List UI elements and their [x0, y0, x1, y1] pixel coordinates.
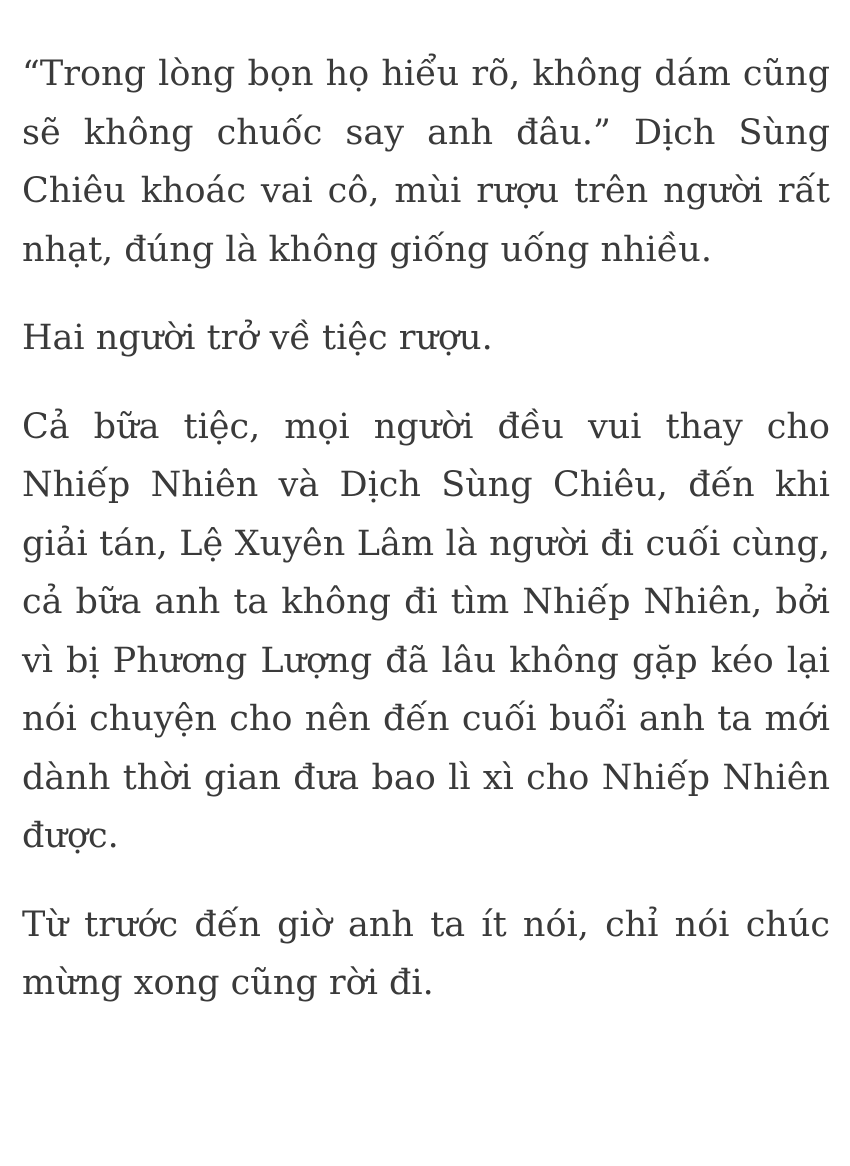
paragraph-2: Hai người trở về tiệc rượu.: [22, 318, 493, 358]
paragraph-3: Cả bữa tiệc, mọi người đều vui thay cho Nhiếp Nhiên và Dịch Sùng Chiêu, đến khi giải tán, Lệ Xuyên Lâm là người đi cuối cùng, cả bữa anh ta không đi tìm Nhiếp Nhiên, bởi vì bị Phương Lượng đã lâu không gặp kéo lại nói chuyện cho nên đến cuối buổi anh ta mới dành thời gian đưa bao lì xì cho Nhiếp Nhiên được.: [22, 406, 830, 856]
paragraph-4: Từ trước đến giờ anh ta ít nói, chỉ nói chúc mừng xong cũng rời đi.: [22, 904, 830, 1003]
paragraph-1: “Trong lòng bọn họ hiểu rõ, không dám cũng sẽ không chuốc say anh đâu.” Dịch Sùng Chiêu khoác vai cô, mùi rượu trên người rất nhạt, đúng là không giống uống nhiều.: [22, 54, 830, 270]
reader-page: [22, 45, 830, 1013]
